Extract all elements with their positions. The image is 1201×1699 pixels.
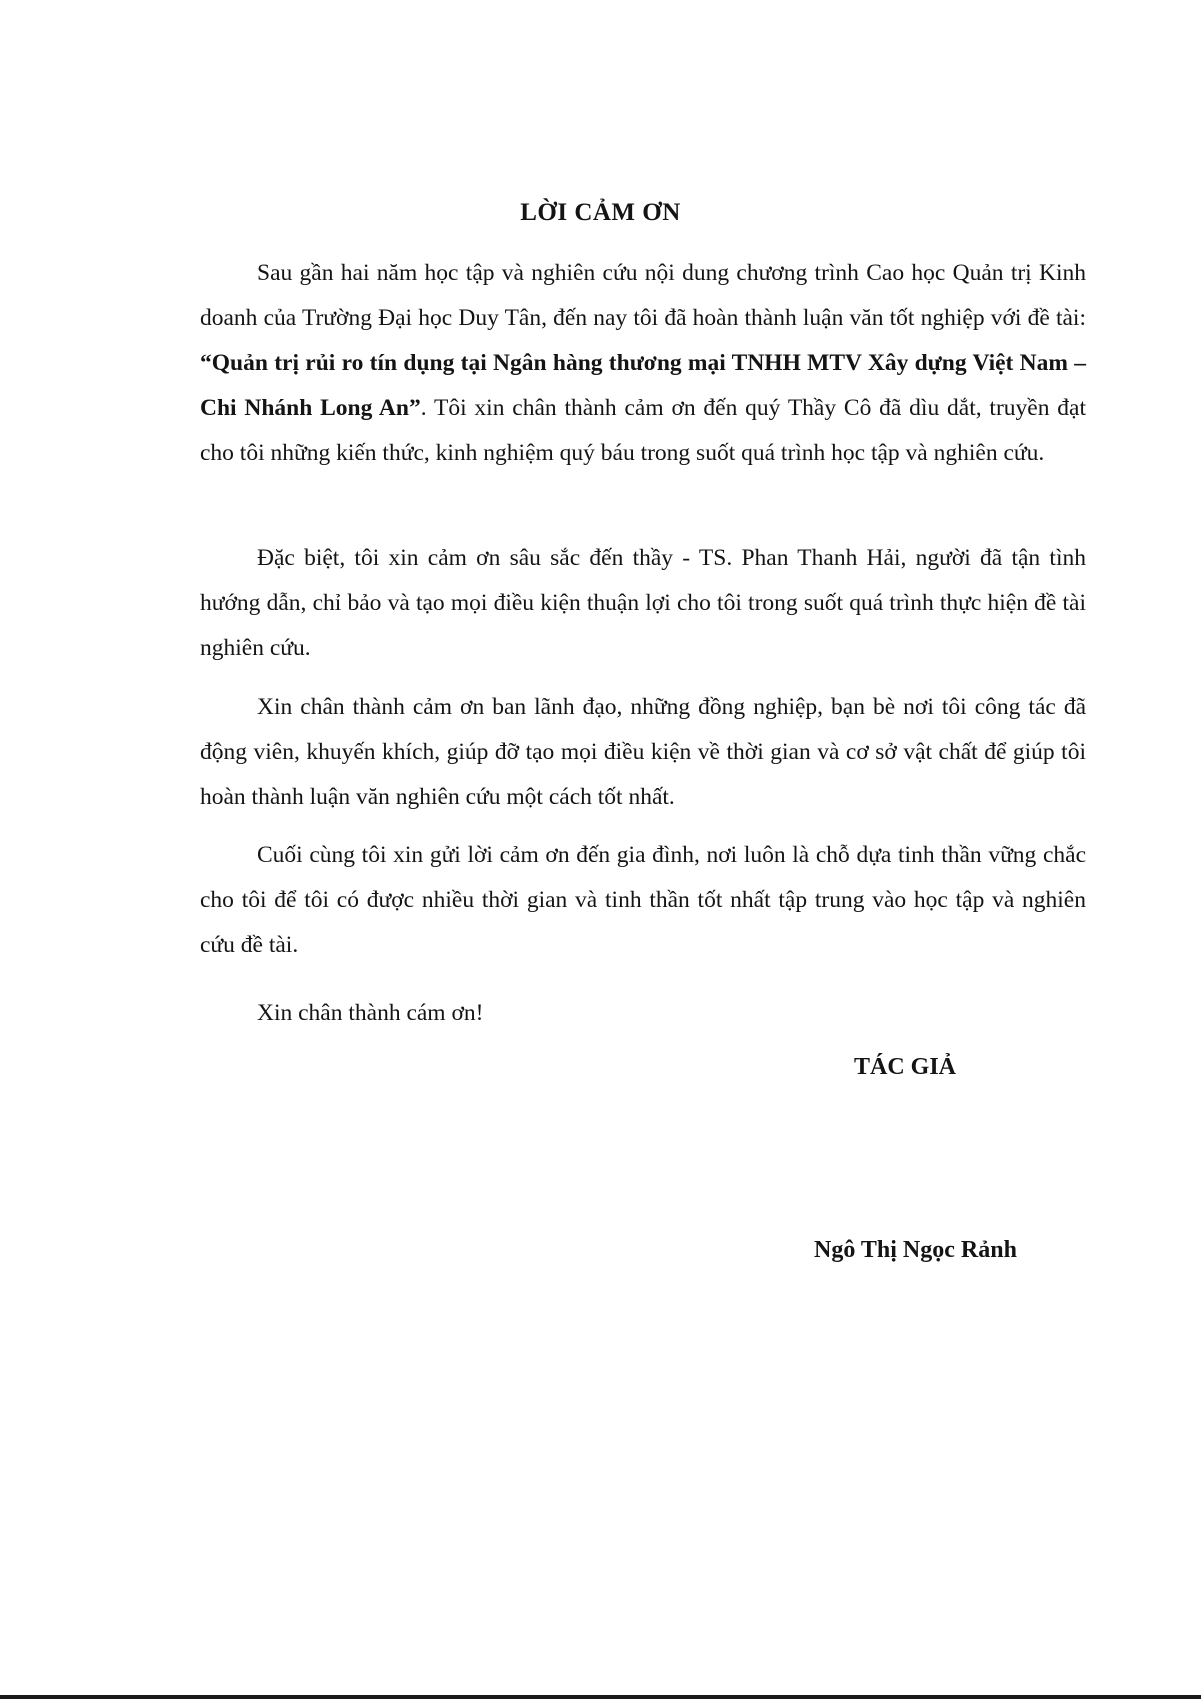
paragraph-5 bbox=[200, 991, 1086, 1036]
paragraph-3 bbox=[200, 685, 1086, 820]
paragraph-2-text: Đặc biệt, tôi xin cảm ơn sâu sắc đến thầy - TS. Phan Thanh Hải, người đã tận tình hướng dẫn, chỉ bảo và tạo mọi điều kiện thuận lợi cho tôi trong suốt quá trình thực hiện đề tài nghiên cứu. bbox=[200, 545, 1086, 661]
closing-thanks: Xin chân thành cám ơn! bbox=[257, 1000, 484, 1026]
paragraph-4 bbox=[200, 833, 1086, 968]
page-bottom-rule bbox=[0, 1695, 1201, 1699]
paragraph-2 bbox=[200, 536, 1086, 671]
paragraph-4-text: Cuối cùng tôi xin gửi lời cảm ơn đến gia đình, nơi luôn là chỗ dựa tinh thần vững chắc cho tôi để tôi có được nhiều thời gian và tinh thần tốt nhất tập trung vào học tập và nghiên cứu đề tài. bbox=[200, 842, 1086, 958]
paragraph-1 bbox=[200, 251, 1086, 476]
page-title: LỜI CẢM ƠN bbox=[520, 199, 681, 226]
thesis-title: “Quản trị rủi ro tín dụng tại Ngân hàng thương mại TNHH MTV Xây dựng Việt Nam – Chi Nhánh Long An” bbox=[200, 350, 1086, 421]
signature-name: Ngô Thị Ngọc Rảnh bbox=[814, 1237, 1017, 1263]
paragraph-1-intro: Sau gần hai năm học tập và nghiên cứu nội dung chương trình Cao học Quản trị Kinh doanh của Trường Đại học Duy Tân, đến nay tôi đã hoàn thành luận văn tốt nghiệp với đề tài: bbox=[200, 260, 1086, 331]
paragraph-1-rest: . Tôi xin chân thành cảm ơn đến quý Thầy Cô đã dìu dắt, truyền đạt cho tôi những kiến thức, kinh nghiệm quý báu trong suốt quá trình học tập và nghiên cứu. bbox=[200, 395, 1086, 466]
paragraph-1-text bbox=[200, 251, 1086, 476]
signature-role: TÁC GIẢ bbox=[854, 1054, 957, 1080]
paragraph-3-text: Xin chân thành cảm ơn ban lãnh đạo, những đồng nghiệp, bạn bè nơi tôi công tác đã động viên, khuyến khích, giúp đỡ tạo mọi điều kiện về thời gian và cơ sở vật chất để giúp tôi hoàn thành luận văn nghiên cứu một cách tốt nhất. bbox=[200, 694, 1086, 810]
